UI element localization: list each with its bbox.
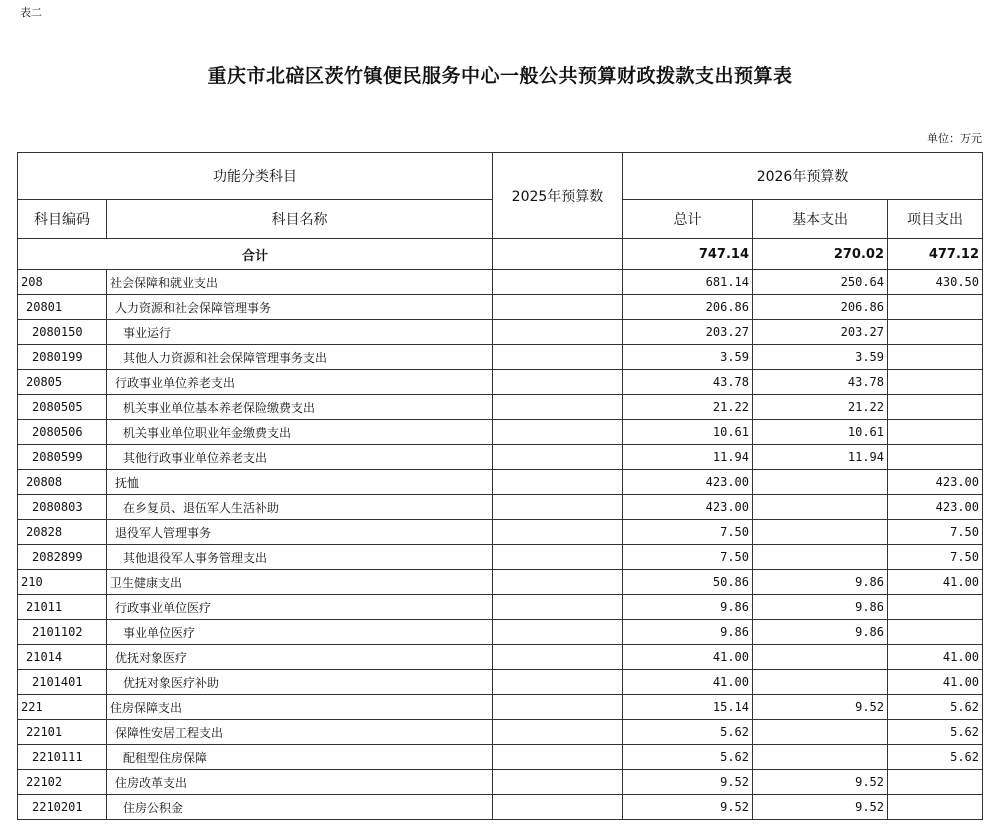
table-row [18, 695, 983, 720]
code-cell: 2101401 [18, 670, 107, 695]
total-cell: 9.52 [623, 770, 753, 795]
name-cell: 事业运行 [107, 320, 493, 345]
code-cell: 2210201 [18, 795, 107, 820]
code-cell: 20801 [18, 295, 107, 320]
name-cell: 行政事业单位医疗 [107, 595, 493, 620]
name-cell: 优抚对象医疗补助 [107, 670, 493, 695]
project-cell [888, 320, 983, 345]
name-cell: 住房保障支出 [107, 695, 493, 720]
table-row [18, 595, 983, 620]
code-cell: 2080505 [18, 395, 107, 420]
name-cell: 配租型住房保障 [107, 745, 493, 770]
table-row [18, 795, 983, 820]
prev-year-cell [493, 570, 623, 595]
header-total: 总计 [623, 200, 753, 239]
prev-year-cell [493, 345, 623, 370]
project-cell: 5.62 [888, 720, 983, 745]
total-cell: 5.62 [623, 720, 753, 745]
table-row [18, 545, 983, 570]
total-basic-cell: 270.02 [753, 239, 888, 270]
name-cell: 机关事业单位基本养老保险缴费支出 [107, 395, 493, 420]
table-row [18, 520, 983, 545]
table-row [18, 445, 983, 470]
basic-cell: 9.52 [753, 770, 888, 795]
code-cell: 22102 [18, 770, 107, 795]
prev-year-cell [493, 470, 623, 495]
name-cell: 其他行政事业单位养老支出 [107, 445, 493, 470]
project-cell: 430.50 [888, 270, 983, 295]
project-cell: 41.00 [888, 670, 983, 695]
table-row [18, 395, 983, 420]
project-cell [888, 345, 983, 370]
table-row [18, 345, 983, 370]
prev-year-cell [493, 295, 623, 320]
table-row [18, 295, 983, 320]
prev-year-cell [493, 395, 623, 420]
project-cell [888, 770, 983, 795]
name-cell: 其他人力资源和社会保障管理事务支出 [107, 345, 493, 370]
table-body [18, 239, 983, 820]
header-curr-year: 2026年预算数 [623, 153, 983, 200]
prev-year-cell [493, 770, 623, 795]
total-cell: 9.86 [623, 595, 753, 620]
basic-cell [753, 745, 888, 770]
total-cell: 41.00 [623, 645, 753, 670]
total-cell: 681.14 [623, 270, 753, 295]
table-row [18, 420, 983, 445]
prev-year-cell [493, 545, 623, 570]
total-cell: 11.94 [623, 445, 753, 470]
name-cell: 人力资源和社会保障管理事务 [107, 295, 493, 320]
table-row [18, 270, 983, 295]
total-cell: 423.00 [623, 495, 753, 520]
project-cell: 5.62 [888, 745, 983, 770]
header-project: 项目支出 [888, 200, 983, 239]
name-cell: 保障性安居工程支出 [107, 720, 493, 745]
prev-year-cell [493, 445, 623, 470]
code-cell: 2210111 [18, 745, 107, 770]
total-cell: 7.50 [623, 520, 753, 545]
basic-cell: 9.52 [753, 695, 888, 720]
table-row [18, 370, 983, 395]
header-name: 科目名称 [107, 200, 493, 239]
code-cell: 21014 [18, 645, 107, 670]
name-cell: 住房公积金 [107, 795, 493, 820]
prev-year-cell [493, 270, 623, 295]
prev-year-cell [493, 370, 623, 395]
basic-cell [753, 670, 888, 695]
total-cell: 423.00 [623, 470, 753, 495]
code-cell: 2082899 [18, 545, 107, 570]
header-prev-year: 2025年预算数 [493, 153, 623, 239]
project-cell: 41.00 [888, 645, 983, 670]
total-cell: 206.86 [623, 295, 753, 320]
code-cell: 21011 [18, 595, 107, 620]
table-row [18, 770, 983, 795]
prev-year-cell [493, 645, 623, 670]
total-cell: 43.78 [623, 370, 753, 395]
basic-cell: 3.59 [753, 345, 888, 370]
table-row [18, 570, 983, 595]
name-cell: 行政事业单位养老支出 [107, 370, 493, 395]
project-cell: 7.50 [888, 545, 983, 570]
header-category: 功能分类科目 [18, 153, 493, 200]
code-cell: 2101102 [18, 620, 107, 645]
code-cell: 20805 [18, 370, 107, 395]
name-cell: 退役军人管理事务 [107, 520, 493, 545]
table-row [18, 670, 983, 695]
table-row [18, 720, 983, 745]
total-project-cell: 477.12 [888, 239, 983, 270]
document-title: 重庆市北碚区茨竹镇便民服务中心一般公共预算财政拨款支出预算表 [207, 65, 793, 87]
budget-table [17, 152, 983, 820]
total-cell: 7.50 [623, 545, 753, 570]
code-cell: 210 [18, 570, 107, 595]
total-cell: 41.00 [623, 670, 753, 695]
code-cell: 208 [18, 270, 107, 295]
prev-year-cell [493, 320, 623, 345]
total-cell: 15.14 [623, 695, 753, 720]
table-row [18, 495, 983, 520]
code-cell: 2080150 [18, 320, 107, 345]
total-cell: 50.86 [623, 570, 753, 595]
code-cell: 20808 [18, 470, 107, 495]
prev-year-cell [493, 520, 623, 545]
name-cell: 其他退役军人事务管理支出 [107, 545, 493, 570]
project-cell: 423.00 [888, 495, 983, 520]
table-row [18, 645, 983, 670]
project-cell: 5.62 [888, 695, 983, 720]
basic-cell: 21.22 [753, 395, 888, 420]
project-cell [888, 595, 983, 620]
project-cell [888, 445, 983, 470]
basic-cell: 203.27 [753, 320, 888, 345]
code-cell: 221 [18, 695, 107, 720]
basic-cell [753, 495, 888, 520]
basic-cell [753, 470, 888, 495]
unit-label: 单位：万元 [927, 132, 982, 145]
table-row [18, 320, 983, 345]
name-cell: 在乡复员、退伍军人生活补助 [107, 495, 493, 520]
name-cell: 优抚对象医疗 [107, 645, 493, 670]
prev-year-cell [493, 720, 623, 745]
total-cell: 5.62 [623, 745, 753, 770]
prev-year-cell [493, 795, 623, 820]
prev-year-cell [493, 620, 623, 645]
header-code: 科目编码 [18, 200, 107, 239]
prev-year-cell [493, 420, 623, 445]
project-cell [888, 395, 983, 420]
code-cell: 22101 [18, 720, 107, 745]
basic-cell [753, 720, 888, 745]
name-cell: 机关事业单位职业年金缴费支出 [107, 420, 493, 445]
total-label: 合计 [18, 239, 493, 270]
prev-year-cell [493, 745, 623, 770]
project-cell [888, 370, 983, 395]
prev-year-cell [493, 495, 623, 520]
total-cell: 9.52 [623, 795, 753, 820]
basic-cell: 250.64 [753, 270, 888, 295]
total-cell: 3.59 [623, 345, 753, 370]
prev-year-cell [493, 695, 623, 720]
basic-cell: 43.78 [753, 370, 888, 395]
table-row [18, 745, 983, 770]
code-cell: 2080803 [18, 495, 107, 520]
table-number-label: 表二 [20, 6, 42, 19]
project-cell [888, 795, 983, 820]
total-cell: 21.22 [623, 395, 753, 420]
project-cell: 7.50 [888, 520, 983, 545]
name-cell: 抚恤 [107, 470, 493, 495]
header-basic: 基本支出 [753, 200, 888, 239]
code-cell: 2080506 [18, 420, 107, 445]
table-row [18, 470, 983, 495]
total-row [18, 239, 983, 270]
basic-cell: 9.86 [753, 595, 888, 620]
name-cell: 事业单位医疗 [107, 620, 493, 645]
total-total-cell: 747.14 [623, 239, 753, 270]
project-cell [888, 295, 983, 320]
total-cell: 10.61 [623, 420, 753, 445]
prev-year-cell [493, 595, 623, 620]
basic-cell: 206.86 [753, 295, 888, 320]
code-cell: 2080599 [18, 445, 107, 470]
code-cell: 20828 [18, 520, 107, 545]
basic-cell: 10.61 [753, 420, 888, 445]
basic-cell [753, 520, 888, 545]
code-cell: 2080199 [18, 345, 107, 370]
basic-cell: 9.86 [753, 570, 888, 595]
total-cell: 9.86 [623, 620, 753, 645]
project-cell: 423.00 [888, 470, 983, 495]
basic-cell: 9.52 [753, 795, 888, 820]
project-cell [888, 420, 983, 445]
basic-cell [753, 545, 888, 570]
basic-cell: 9.86 [753, 620, 888, 645]
total-prev-cell [493, 239, 623, 270]
basic-cell: 11.94 [753, 445, 888, 470]
name-cell: 社会保障和就业支出 [107, 270, 493, 295]
name-cell: 卫生健康支出 [107, 570, 493, 595]
prev-year-cell [493, 670, 623, 695]
basic-cell [753, 645, 888, 670]
project-cell [888, 620, 983, 645]
table-row [18, 620, 983, 645]
total-cell: 203.27 [623, 320, 753, 345]
name-cell: 住房改革支出 [107, 770, 493, 795]
project-cell: 41.00 [888, 570, 983, 595]
